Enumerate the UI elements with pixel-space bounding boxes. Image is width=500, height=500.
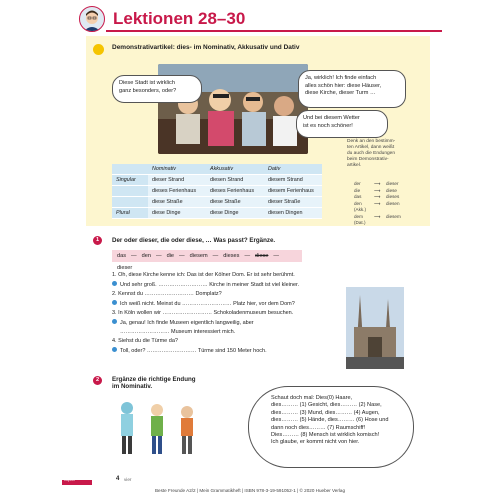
- table-cell: diesen Dingen: [264, 208, 322, 219]
- exercise-line: 2. Kennst du ……………………… Domplatz?: [112, 291, 222, 297]
- bubble-text: Und bei diesem Wetter: [303, 115, 360, 121]
- word-box: [112, 250, 302, 271]
- word-separator: —: [212, 253, 219, 259]
- grammar-title: Demonstrativartikel: dies- im Nominativ, Akkusativ und Dativ: [112, 44, 300, 51]
- table-cell: diese Straße: [148, 197, 206, 208]
- exercise-line: ……………………… Museum interessiert mich.: [120, 329, 236, 335]
- word-box-item: dieser: [117, 265, 133, 271]
- word-box-item: diese: [255, 253, 269, 259]
- speech-line: Dies……… (8) Mensch ist wirklich komisch!: [271, 432, 380, 439]
- table-cell: dieses Ferienhaus: [206, 186, 264, 197]
- exercise-line: Ja, genau! Ich finde Museen eigentlich langweilig, aber: [112, 319, 342, 327]
- table-row-label: [112, 186, 148, 197]
- exercise-title: Der oder dieser, die oder diese, … Was passt? Ergänze.: [112, 237, 276, 244]
- word-separator: —: [179, 253, 185, 259]
- speech-line: dies……… (3) Mund, dies……… (4) Augen,: [271, 409, 380, 416]
- table-header-cell: Akkusativ: [206, 164, 264, 175]
- declension-table: [112, 164, 322, 219]
- table-header-cell: Nominativ: [148, 164, 206, 175]
- arrow-icon: ⟶: [374, 194, 381, 199]
- article-arrow-row: der ⟶ dieser: [354, 181, 399, 186]
- bubble-text: Diese Stadt ist wirklich: [119, 80, 175, 86]
- arrow-icon: ⟶: [374, 213, 381, 219]
- speaker-dot-icon: [112, 300, 117, 305]
- chapter-tag-label: Kapitel: [64, 478, 75, 482]
- speech-bubble-2: [298, 70, 406, 108]
- bubble-text: ganz besonders, oder?: [119, 87, 177, 94]
- table-row-label: Plural: [112, 208, 148, 219]
- bubble-text: diese Kirche, dieser Turm …: [305, 90, 376, 96]
- grammar-note: Denk an den bestimm- ten Artikel, dann weißt du auch die Endungen beim Demonstrativ- artikel.: [347, 139, 396, 168]
- kids-and-alien-illustration: [112, 398, 210, 456]
- table-cell: diese Straße: [206, 197, 264, 208]
- footer-text: Beste Freunde A2/2 | Mein Grammatikheft | ISBN 978-3-19-591052-1 | © 2020 Hueber Verlag: [154, 488, 346, 493]
- speech-bubble-3: [296, 110, 388, 138]
- word-box-item: dieses: [223, 253, 240, 259]
- table-cell: diesen Strand: [206, 175, 264, 186]
- table-cell: diesem Strand: [264, 175, 322, 186]
- article-arrow-row: dem (Dat.) ⟶ diesem: [354, 213, 401, 225]
- header-divider: [106, 30, 442, 32]
- table-cell: dieses Ferienhaus: [148, 186, 206, 197]
- table-cell: dieser Strand: [148, 175, 206, 186]
- page-number: 4: [116, 476, 120, 482]
- exercise-line: 3. In Köln wollen wir ……………………… Schokoladenmuseum besuchen.: [112, 310, 294, 316]
- speech-line: dann noch dies……… (7) Raumschiff!: [271, 424, 366, 431]
- speech-line: Ich glaube, er kommt nicht von hier.: [271, 439, 360, 446]
- exercise-line: Und sehr groß. ……………………… Kirche in meiner Stadt ist viel kleiner.: [112, 281, 342, 289]
- speech-bubble-1: [112, 75, 202, 103]
- word-separator: —: [131, 253, 137, 259]
- exercise-line: Ich weiß nicht. Meinst du ……………………… Platz hier, vor dem Dom?: [112, 300, 342, 308]
- table-cell: diesem Ferienhaus: [264, 186, 322, 197]
- bubble-text: ist es noch schöner!: [303, 122, 353, 129]
- bubble-text: Ja, wirklich! Ich finde einfach: [305, 75, 377, 81]
- table-header-cell: [112, 164, 148, 175]
- article-arrow-list: [354, 181, 404, 227]
- exercise-number: 2: [93, 376, 102, 385]
- table-header-cell: Dativ: [264, 164, 322, 175]
- exercise-title: Ergänze die richtige Endung im Nominativ.: [112, 376, 196, 390]
- speech-line: dies……… (5) Hände, dies……… (6) Hose und: [271, 417, 389, 424]
- speaker-dot-icon: [112, 347, 117, 352]
- word-separator: —: [155, 253, 162, 259]
- word-box-item: das: [117, 253, 127, 259]
- exercise-line: Toll, oder? ……………………… Türme sind 150 Meter hoch.: [112, 347, 342, 355]
- table-row-label: Singular: [112, 175, 148, 186]
- table-cell: diese Dinge: [148, 208, 206, 219]
- exercise-line: 1. Oh, diese Kirche kenne ich: Das ist der Kölner Dom. Er ist sehr berühmt.: [112, 272, 295, 278]
- exercise-1-lines: [112, 272, 342, 357]
- article-arrow-row: das ⟶ dieses: [354, 194, 400, 199]
- cologne-cathedral-photo: [346, 287, 404, 369]
- article-arrow-row: den (Akk.) ⟶ diesen: [354, 200, 400, 212]
- page-title: Lektionen 28–30: [113, 9, 246, 28]
- arrow-icon: ⟶: [374, 181, 381, 186]
- arrow-icon: ⟶: [374, 200, 381, 206]
- word-box-item: den: [141, 253, 151, 259]
- article-arrow-row: die ⟶ diese: [354, 187, 397, 193]
- arrow-icon: ⟶: [374, 187, 381, 193]
- table-row-label: [112, 197, 148, 208]
- word-box-item: diesem: [189, 253, 208, 259]
- bubble-text: alles schön hier: diese Häuser,: [305, 82, 382, 89]
- exercise-line: 4. Siehst du die Türme da?: [112, 338, 178, 344]
- word-separator: —: [273, 253, 279, 259]
- speech-line: Schaut doch mal: Dies(0) Haare,: [271, 395, 353, 401]
- speaker-dot-icon: [112, 319, 117, 324]
- table-cell: diese Dinge: [206, 208, 264, 219]
- word-box-item: die: [166, 253, 175, 259]
- table-cell: dieser Straße: [264, 197, 322, 208]
- avatar: [79, 6, 105, 32]
- speaker-dot-icon: [112, 281, 117, 286]
- exercise-number: 1: [93, 236, 102, 245]
- alien-speech-bubble: [248, 386, 414, 468]
- word-separator: —: [244, 253, 251, 259]
- lightbulb-icon: [93, 44, 104, 55]
- page-number-word: vier: [124, 477, 132, 482]
- speech-line: dies……… (1) Gesicht, dies……… (2) Nase,: [271, 402, 382, 409]
